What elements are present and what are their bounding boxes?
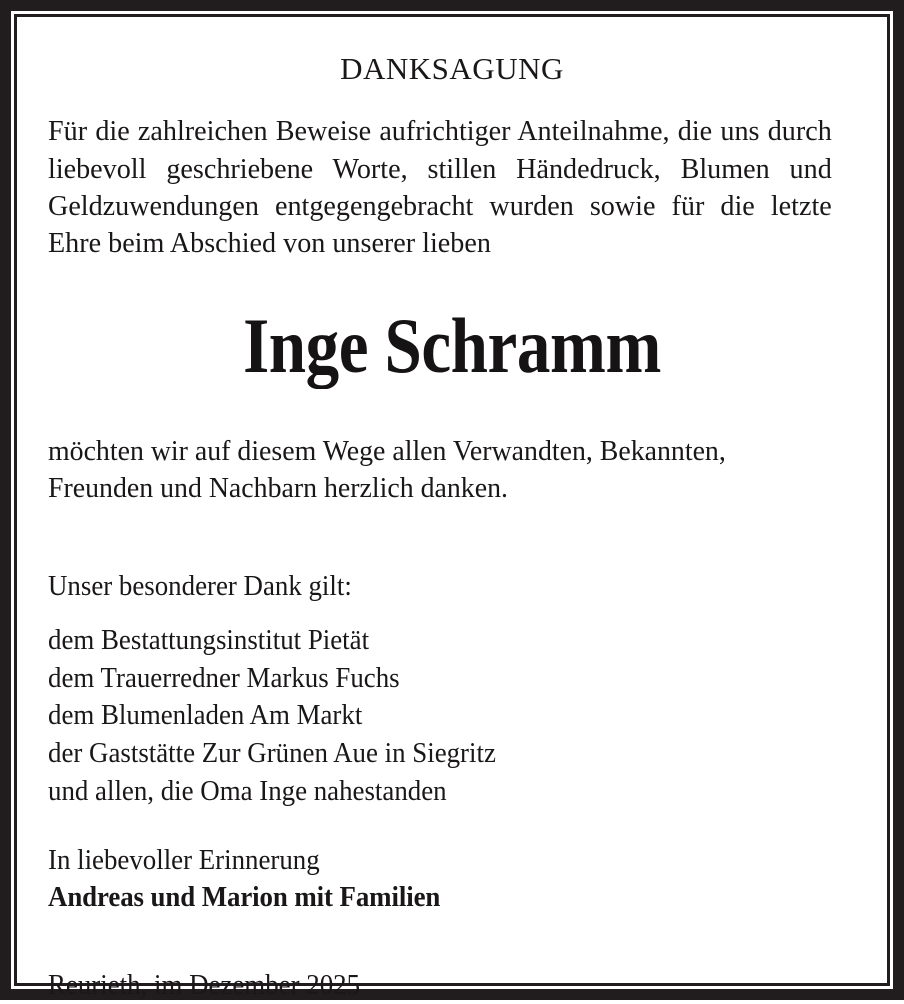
notice-content (17, 17, 887, 1001)
after-name-paragraph: möchten wir auf diesem Wege allen Verwandten, Bekannten, Freunden und Nachbarn herzlich danken. (48, 434, 726, 505)
notice-heading: DANKSAGUNG (340, 51, 564, 86)
deceased-name: Inge Schramm (243, 301, 661, 389)
list-item: dem Blumenladen Am Markt (48, 700, 363, 732)
special-thanks-lead: Unser besonderer Dank gilt: (48, 570, 352, 602)
closing-block (48, 842, 824, 916)
closing-line: In liebevoller Erinnerung (48, 845, 320, 877)
intro-paragraph: Für die zahlreichen Beweise aufrichtiger Anteilnahme, die uns durch liebevoll geschriebene Worte, stillen Händedruck, Blumen und Geldzuwendungen entgegengebracht wurden sowie für die letzte Ehre beim Abschied von unserer lieben (48, 115, 832, 260)
special-thanks-block (48, 569, 856, 811)
special-thanks-list (48, 622, 824, 810)
list-item: dem Bestattungsinstitut Pietät (48, 624, 370, 656)
list-item: und allen, die Oma Inge nahestanden (48, 775, 447, 807)
signature-line: Andreas und Marion mit Familien (48, 882, 441, 914)
list-item: der Gaststätte Zur Grünen Aue in Siegritz (48, 737, 496, 769)
list-item: dem Trauerredner Markus Fuchs (48, 662, 400, 694)
place-and-date: Reurieth, im Dezember 2025 (48, 969, 361, 1001)
